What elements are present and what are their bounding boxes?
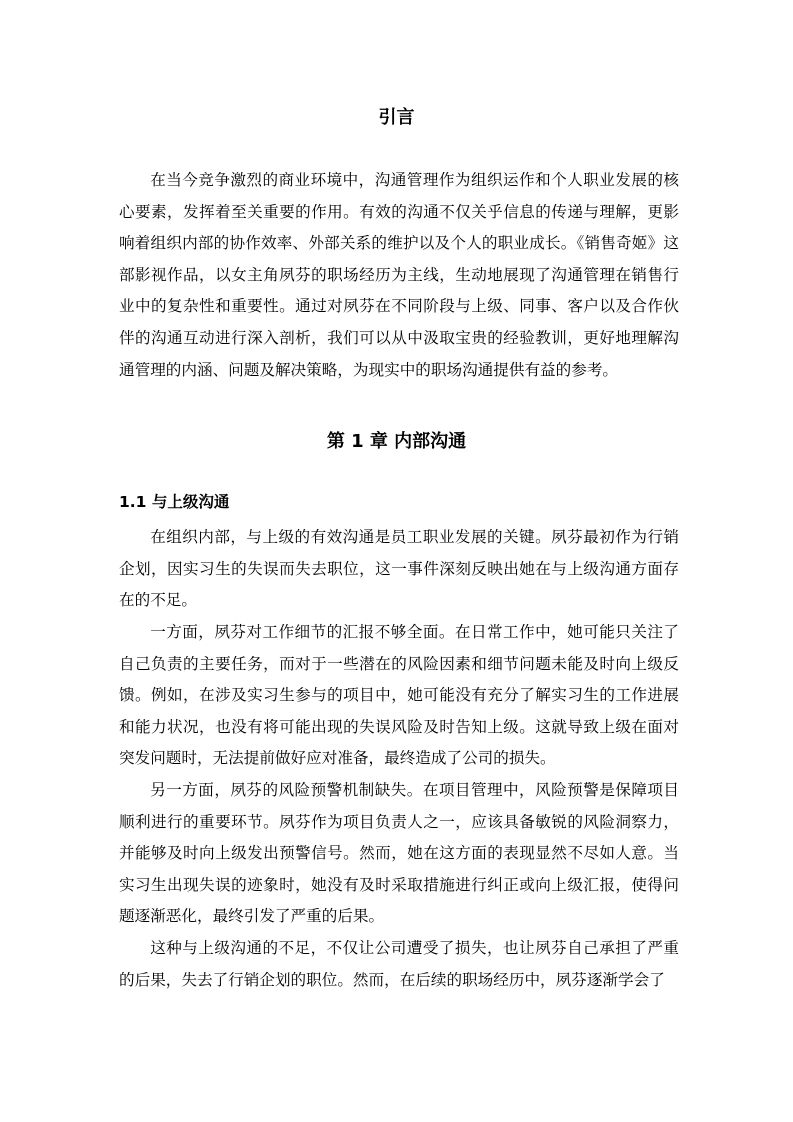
chapter-heading: 第 1 章 内部沟通 bbox=[326, 431, 467, 452]
intro-paragraph: 在当今竞争激烈的商业环境中，沟通管理作为组织运作和个人职业发展的核心要素，发挥着至关重要的作用。有效的沟通不仅关乎信息的传递与理解，更影响着组织内部的协作效率、外部关系的维护以及个人的职业成长。《销售奇姬》这部影视作品，以女主角夙芬的职场经历为主线，生动地展现了沟通管理在销售行业中的复杂性和重要性。通过对夙芬在不同阶段与上级、同事、客户以及合作伙伴的沟通互动进行深入剖析，我们可以从中汲取宝贵的经验教训，更好地理解沟通管理的内涵、问题及解决策略，为现实中的职场沟通提供有益的参考。 bbox=[119, 171, 679, 379]
body-paragraph: 这种与上级沟通的不足，不仅让公司遭受了损失，也让夙芬自己承担了严重的后果，失去了行销企划的职位。然而，在后续的职场经历中，夙芬逐渐学会了 bbox=[119, 939, 679, 989]
body-paragraph: 另一方面，夙芬的风险预警机制缺失。在项目管理中，风险预警是保障项目顺利进行的重要环节。夙芬作为项目负责人之一，应该具备敏锐的风险洞察力，并能够及时向上级发出预警信号。然而，她在这方面的表现显然不尽如人意。当实习生出现失误的迹象时，她没有及时采取措施进行纠正或向上级汇报，使得问题逐渐恶化，最终引发了严重的后果。 bbox=[119, 781, 679, 926]
body-paragraph: 在组织内部，与上级的有效沟通是员工职业发展的关键。夙芬最初作为行销企划，因实习生的失误而失去职位，这一事件深刻反映出她在与上级沟通方面存在的不足。 bbox=[119, 528, 679, 610]
intro-heading: 引言 bbox=[378, 107, 415, 128]
body-paragraph: 一方面，夙芬对工作细节的汇报不够全面。在日常工作中，她可能只关注了自己负责的主要任务，而对于一些潜在的风险因素和细节问题未能及时向上级反馈。例如，在涉及实习生参与的项目中，她可能没有充分了解实习生的工作进展和能力状况，也没有将可能出现的失误风险及时告知上级。这就导致上级在面对突发问题时，无法提前做好应对准备，最终造成了公司的损失。 bbox=[119, 623, 679, 768]
section-heading: 1.1 与上级沟通 bbox=[119, 493, 230, 511]
